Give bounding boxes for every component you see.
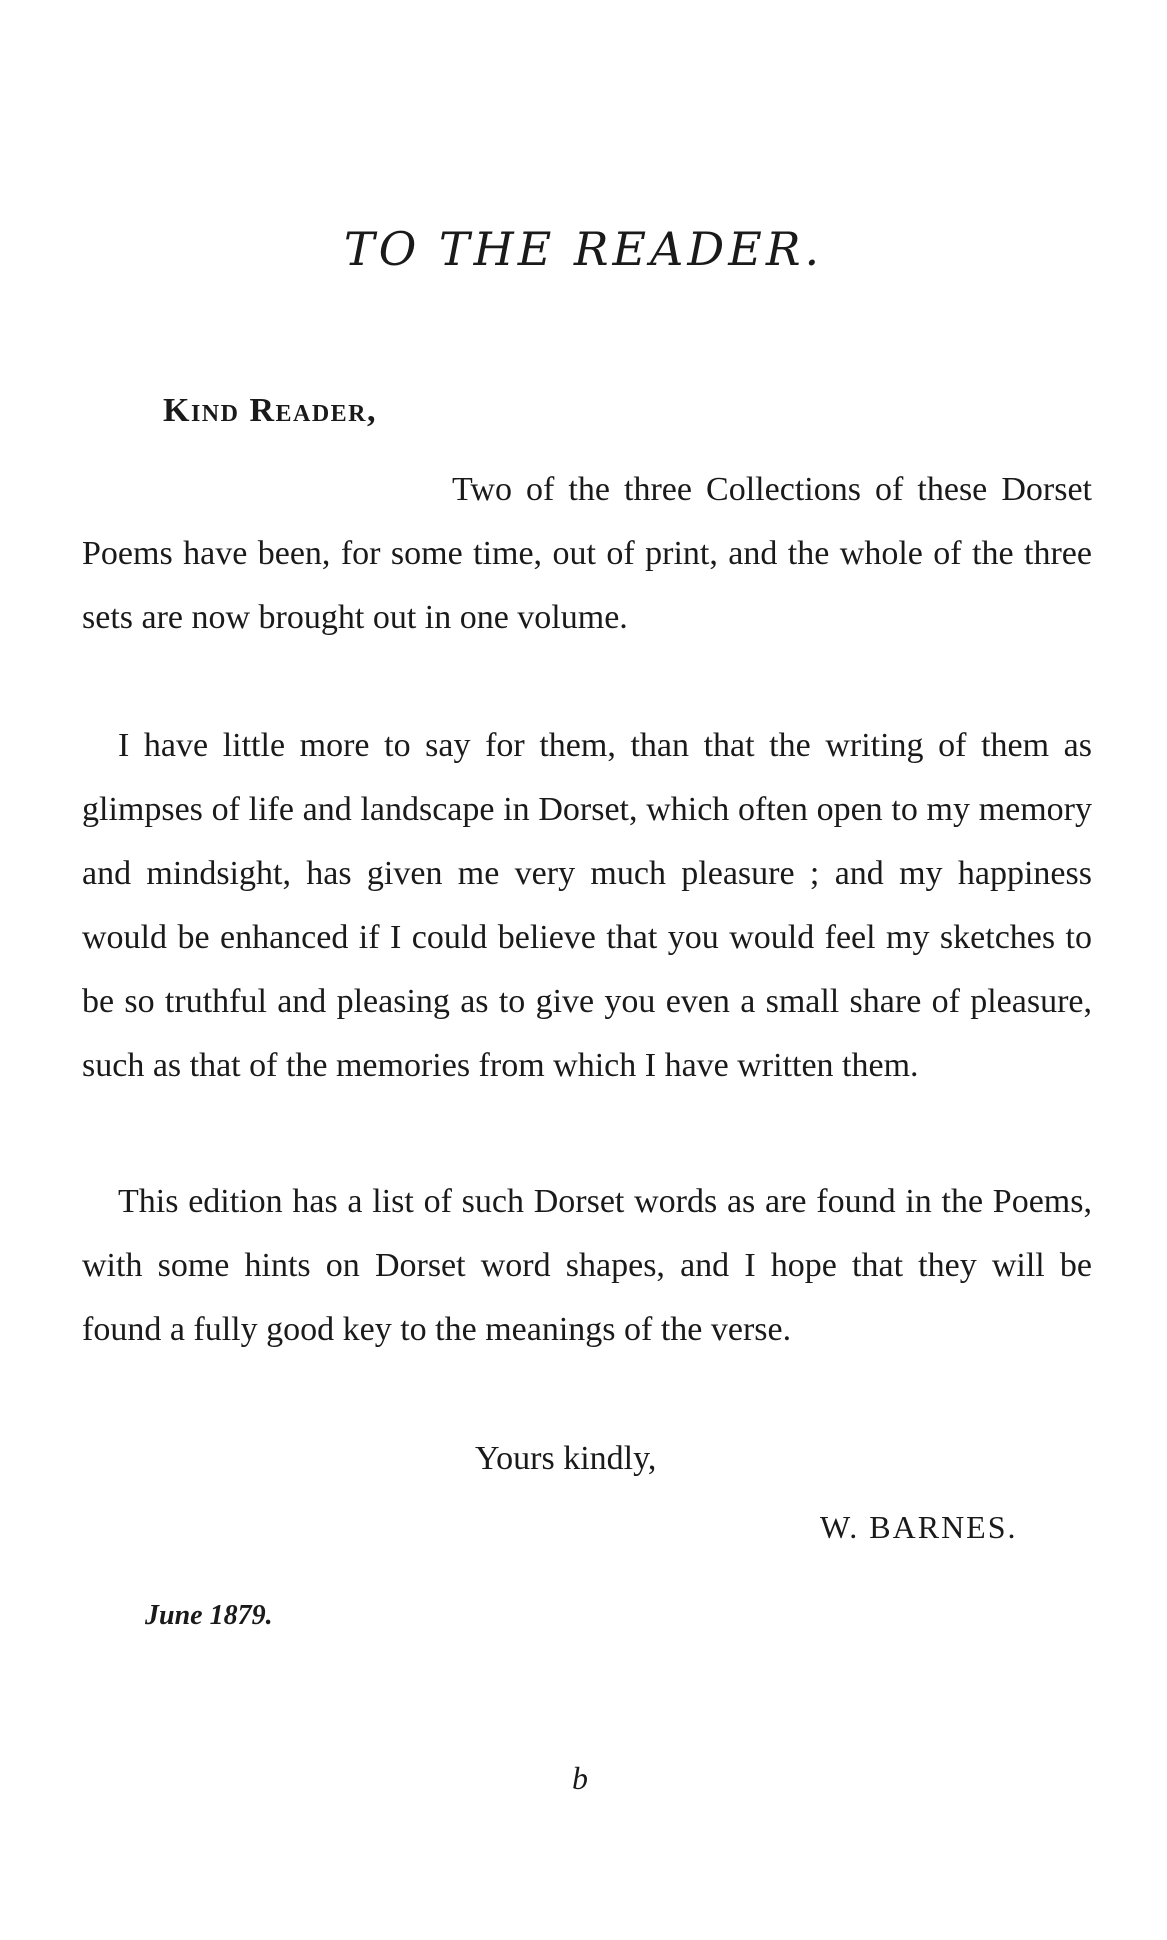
letter-date: June 1879. — [145, 1600, 273, 1631]
signature-mark: b — [572, 1760, 588, 1796]
paragraph-1: Two of the three Collections of these Dorset Poems have been, for some time, out of print, and the whole of the three sets are now brought out in one volume. — [82, 471, 1092, 636]
author-signature: W. BARNES. — [820, 1509, 1018, 1545]
paragraph-2: I have little more to say for them, than that the writing of them as glimpses of life and landscape in Dorset, which often open to my memory and mindsight, has given me very much pleasure ; and my happiness would be enhanced if I could believe that you would feel my sketches to be so truthful and pleasing as to give you even a small share of pleasure, such as that of the memories from which I have written them. — [82, 727, 1092, 1084]
salutation: Kind Reader, — [163, 392, 378, 429]
closing-line: Yours kindly, — [475, 1440, 657, 1477]
page-title: TO THE READER. — [343, 222, 824, 276]
paragraph-3: This edition has a list of such Dorset words as are found in the Poems, with some hints on Dorset word shapes, and I hope that they will be found a fully good key to the meanings of the verse. — [82, 1183, 1092, 1348]
